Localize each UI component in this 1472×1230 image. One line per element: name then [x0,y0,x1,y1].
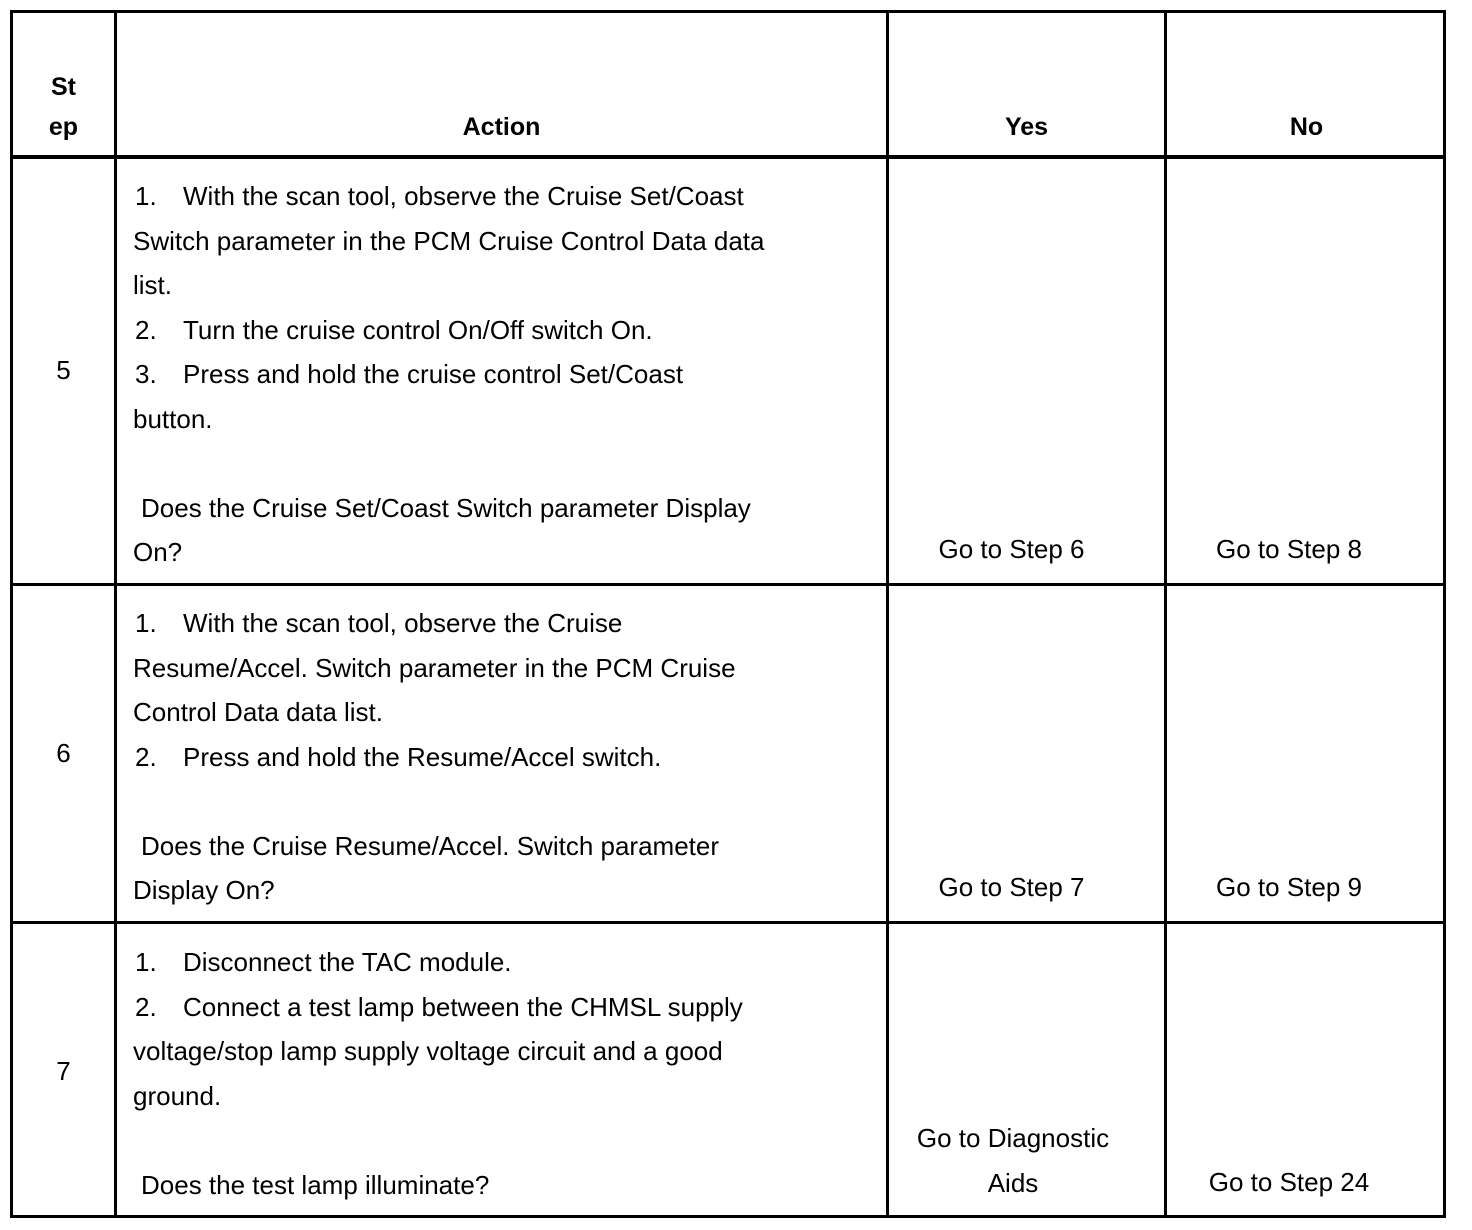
yes-result: Go to Step 6 [938,534,1085,564]
step-number: 5 [56,355,71,385]
action-text: 1. With the scan tool, observe the Cruise Set/Coast Switch parameter in the PCM Cruise Control Data data list. 2. Turn the cruise control On/Off switch On. 3. Press and hold the cruise control Set/Coast button. Does the Cruise Set/Coast Switch parameter Display On? [114,174,886,575]
action-text: 1. With the scan tool, observe the Cruise Resume/Accel. Switch parameter in the PCM Cruise Control Data data list. 2. Press and hold the Resume/Accel switch. Does the Cruise Resume/Accel. Switch parameter Display On? [114,601,886,913]
list-item: 1. With the scan tool, observe the Cruise [135,608,623,638]
header-no: No [1289,113,1324,141]
header-action: Action [462,113,541,141]
header-step [13,67,114,147]
no-result: Go to Step 8 [1216,534,1362,564]
yes-result: Go to Diagnostic Aids [916,1123,1110,1198]
header-step-line2: ep [48,113,79,141]
list-item: 2. Turn the cruise control On/Off switch On. [135,314,653,345]
row-divider [13,921,1443,924]
list-item: 1. With the scan tool, observe the Cruise Set/Coast [135,181,744,211]
list-item: 2. Press and hold the Resume/Accel switch. [135,741,662,772]
step-number: 6 [56,738,71,768]
row-divider [13,583,1443,586]
column-divider [886,13,889,1215]
question-text: Does the test lamp illuminate? [141,1169,490,1200]
question-text: Does the Cruise Set/Coast Switch parameter Display [141,492,751,523]
action-text: 1. Disconnect the TAC module. 2. Connect a test lamp between the CHMSL supply voltage/stop lamp supply voltage circuit and a good ground. Does the test lamp illuminate? [114,940,886,1207]
list-item: 3. Press and hold the cruise control Set/Coast [135,359,684,389]
column-divider [1164,13,1167,1215]
list-item: 2. Connect a test lamp between the CHMSL supply [135,991,743,1022]
question-text: Does the Cruise Resume/Accel. Switch parameter [141,830,720,861]
diagnostic-table [10,10,1446,1218]
no-result: Go to Step 24 [1208,1167,1370,1197]
step-number: 7 [56,1056,71,1086]
header-step-line1: St [51,73,76,101]
no-result: Go to Step 9 [1216,872,1362,902]
row-divider [13,155,1443,159]
list-item: 1. Disconnect the TAC module. [135,947,512,977]
yes-result: Go to Step 7 [938,872,1085,902]
header-yes: Yes [1004,113,1049,141]
